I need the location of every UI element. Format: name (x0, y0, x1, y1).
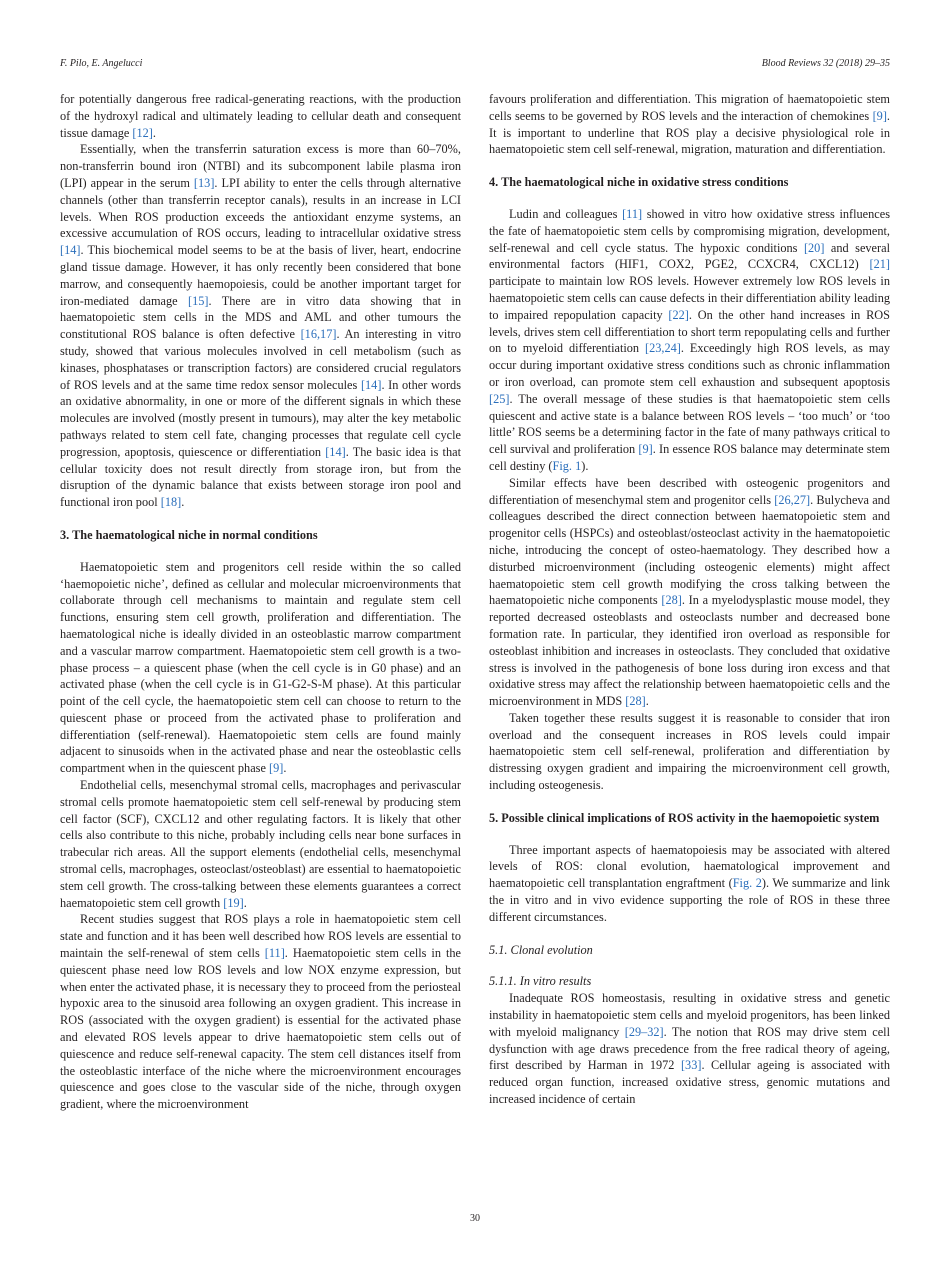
citation-link[interactable]: [23,24] (645, 341, 681, 356)
section-heading-5: 5. Possible clinical implications of ROS activity in the haemopoietic system (489, 810, 880, 825)
citation-link[interactable]: [9] (638, 442, 653, 457)
text-run: . An interesting in vitro study, showed that various molecules involved in cell metabolism (such as kinases, phosphatases or transcription factors) are considered crucial regulators of ROS levels and at the same time redox sensor molecules (60, 327, 461, 392)
paragraph (60, 141, 461, 511)
text-run: . Exceedingly high ROS levels, as may occur during important oxidative stress conditions such as chronic inflammation or iron overload, can promote stem cell exhaustion and subsequent apoptosis (489, 341, 891, 389)
citation-link[interactable]: [12] (132, 125, 153, 140)
citation-link[interactable]: [19] (223, 895, 244, 910)
text-run: showed in vitro how oxidative stress influences the fate of haematopoietic stem cells by compromising migration, development, self-renewal and cell cycle status. The hypoxic conditions (489, 206, 890, 255)
text-run: . The notion that ROS may drive stem cell dysfunction with age draws precedence from the free radical theory of ageing, first described by Harman in 1972 (489, 1024, 890, 1073)
citation-link[interactable]: [11] (622, 206, 643, 221)
text-run: Recent studies suggest that ROS plays a role in haematopoietic stem cell state and function and it has been well described how ROS levels are essential to maintain the self-renewal of stem cells (60, 912, 461, 961)
text-run: Taken together these results suggest it is reasonable to consider that iron overload and the consequent increases in ROS levels could impair haematopoietic stem cell self-renewal, proliferation and differentiation by distressing oxygen gradient and impairing the microenvironment cell growth, including osteogenesis. (489, 710, 890, 793)
text-run: . In other words an oxidative abnormality, in one or more of the different signals in which these molecules are involved (mostly present in tumours), may alter the key metabolic pathways related to stem cell fate, changing processes that regulate cell cycle progression, apoptosis, quiescence or differentiation (60, 377, 461, 459)
paragraph (489, 91, 890, 158)
citation-link[interactable]: [9] (268, 761, 284, 776)
citation-link[interactable]: [25] (489, 391, 510, 406)
citation-link[interactable]: [28] (625, 694, 646, 709)
text-run: favours proliferation and differentiation. This migration of haematopoietic stem cells seems to be governed by ROS levels and the interaction of chemokines (489, 92, 890, 123)
left-column (60, 91, 461, 1113)
text-run: . (152, 125, 156, 140)
text-run: ). We summarize and link the in vitro and in vivo evidence supporting the role of ROS in these three different circumstances. (489, 876, 890, 924)
paragraph (489, 475, 890, 710)
running-head-journal: Blood Reviews 32 (2018) 29–35 (761, 58, 890, 69)
section-heading-3: 3. The haematological niche in normal conditions (60, 527, 318, 542)
text-run: . The overall message of these studies is that haematopoietic stem cells quiescent and active state is a balance between ROS levels – ‘too much’ or ‘too little’ ROS seems be a determining factor in the fate of many pathways critical to cell survival and proliferation (489, 391, 890, 457)
text-run: . (283, 761, 287, 776)
citation-link[interactable]: [13] (193, 175, 215, 190)
text-run: . There are in vitro data showing that in haematopoietic stem cells in the MDS and AML and other tumours the constitutional ROS balance is often defective (60, 293, 461, 342)
paragraph (60, 559, 461, 777)
running-head-authors: F. Pilo, E. Angelucci (60, 58, 143, 69)
citation-link[interactable]: [18] (160, 495, 182, 510)
citation-link[interactable]: [15] (187, 293, 209, 308)
text-run: ). (581, 458, 589, 473)
text-run: . On the other hand increases in ROS levels, drives stem cell differentiation to short term repopulating cells and further on to myeloid differentiation (489, 307, 890, 356)
paragraph (60, 91, 461, 141)
citation-link[interactable]: Fig. 1 (552, 458, 582, 473)
text-run: . The basic idea is that cellular toxicity does not result directly from storage iron, but from the disruption of the dynamic balance that exists between storage iron pool and functional iron pool (60, 444, 461, 510)
page-number: 30 (470, 1213, 480, 1224)
paragraph (489, 710, 890, 794)
text-run: Endothelial cells, mesenchymal stromal cells, macrophages and perivascular stromal cells promote haematopoietic stem cell self-renewal by producing stem cell factor (SCF), CXCL12 and other regulating factors. It is likely that other cells also contribute to this niche, probably including cells near bone surfaces in trabecular rich areas. All the support elements (endothelial cells, mesenchymal stromal cells, macrophages, osteoclast/osteoblast) are essential to haematopoietic stem cell growth. The cross-talking between these elements guarantees a correct haematopoietic stem cell growth (60, 778, 461, 910)
citation-link[interactable]: [11] (264, 946, 285, 961)
text-run: . Cellular ageing is associated with reduced organ function, increased oxidative stress, genomic mutations and increased incidence of certain (489, 1058, 890, 1107)
text-run: . LPI ability to enter the cells through alternative channels (other than transferrin receptor canals), results in an increase in LCI levels. When ROS production exceeds the antioxidant enzyme systems, an excessive accumulation of ROS occurs, leading to intracellular oxidative stress (60, 175, 461, 241)
citation-link[interactable]: Fig. 2 (732, 876, 762, 891)
citation-link[interactable]: [33] (680, 1058, 702, 1073)
citation-link[interactable]: [28] (661, 593, 682, 608)
subsection-heading-5-1: 5.1. Clonal evolution (489, 942, 593, 957)
citation-link[interactable]: [14] (360, 377, 382, 392)
paragraph (60, 777, 461, 911)
subsubsection-heading-5-1-1: 5.1.1. In vitro results (489, 974, 592, 989)
text-run: . (181, 495, 185, 510)
paragraph (489, 206, 890, 475)
citation-link[interactable]: [14] (325, 444, 346, 459)
text-run: Essentially, when the transferrin saturation excess is more than 60–70%, non-transferrin bound iron (NTBI) and its subcomponent labile plasma iron (LPI) appear in the serum (60, 142, 461, 190)
text-run: Haematopoietic stem and progenitors cell reside within the so called ‘haemopoietic niche’, defined as cellular and molecular microenvironments that collaborate through cell mechanisms to maintain and regulate stem cell functions, ensuring stem cell growth, proliferation and differentiation. The haematological niche is ideally divided in an osteoblastic marrow compartment and a vascular marrow compartment. Haematopoietic stem cell growth is a two-phase process – a quiescent phase (when the cell cycle is in G0 phase) and an activated phase (when the cell cycle is in G1-G2-S-M phase). At this particular point of the cell cycle, the haematopoietic stem cell can choose to return to the quiescent phase or proceed from the activated phase to proliferation and differentiation (self-renewal). Haematopoietic stem cells are found mainly adjacent to sinusoids when in the activated phase and near the osteoblastic cells compartment when in the quiescent phase (60, 559, 461, 776)
paragraph (489, 842, 890, 926)
paragraph (489, 990, 890, 1108)
citation-link[interactable]: [26,27] (774, 492, 811, 507)
paragraph (60, 911, 461, 1113)
citation-link[interactable]: [22] (668, 307, 689, 322)
text-run: participate to maintain low ROS levels. However extremely low ROS levels in haematopoietic stem cells can cause defects in their differentiation ability leading to impaired repopulation capacity (489, 274, 890, 322)
text-run: . (645, 694, 649, 709)
citation-link[interactable]: [29–32] (624, 1024, 664, 1039)
text-run: . Bulycheva and colleagues described the direct connection between haematopoietic stem and progenitor cells (HSPCs) and osteoblast/osteoclast activity in the haematopoietic niche, introducing the concept of osteo-haematology. They described how a disturbed microenvironment (including osteogenic elements) might affect haematopoietic stem cell growth modifying the cross talking between the haematopoietic niche components (489, 492, 890, 608)
text-run: . It is important to underline that ROS play a decisive physiological role in haematopoietic stem cell self-renewal, migration, maturation and differentiation. (489, 108, 890, 157)
text-run: for potentially dangerous free radical-generating reactions, with the production of the hydroxyl radical and ultimately leading to cellular death and consequent tissue damage (60, 92, 461, 140)
text-run: . In essence ROS balance may determinate stem cell destiny ( (489, 442, 890, 473)
text-run: Inadequate ROS homeostasis, resulting in oxidative stress and genetic instability in haematopoietic stem cells and myeloid progenitors, has been linked with myeloid malignancy (489, 991, 890, 1039)
citation-link[interactable]: [21] (869, 257, 890, 272)
text-run: Three important aspects of haematopoiesis may be associated with altered levels of ROS: clonal evolution, haematological improvement and haematopoietic cell transplantation engraftment ( (489, 842, 890, 891)
text-run: . In a myelodysplastic mouse model, they reported decreased osteoblasts and osteoclasts number and decreased bone formation rate. In particular, they identified iron overload as responsible for osteoblast inhibition and increases in osteoclasts. They concluded that oxidative stress is involved in the pathogenesis of bone loss during iron excess and that oxidative stress may affect the relationship between haematopoietic cells and the microenvironment in MDS (489, 593, 890, 709)
text-run: Ludin and colleagues (509, 206, 623, 221)
citation-link[interactable]: [9] (872, 108, 887, 123)
citation-link[interactable]: [20] (803, 240, 825, 255)
citation-link[interactable]: [14] (60, 243, 81, 258)
text-run: . (243, 895, 247, 910)
section-heading-4: 4. The haematological niche in oxidative stress conditions (489, 175, 789, 190)
text-run: and several environmental factors (HIF1, COX2, PGE2, CCXCR4, CXCL12) (489, 240, 890, 272)
text-run: Similar effects have been described with osteogenic progenitors and differentiation of mesenchymal stem and progenitor cells (489, 475, 890, 507)
citation-link[interactable]: [16,17] (300, 327, 337, 342)
text-run: . This biochemical model seems to be at the basis of liver, heart, endocrine gland tissue damage. However, it has only recently been considered that bone marrow, and consequently haemopoiesis, could be another important target for iron-mediated damage (60, 243, 461, 308)
text-run: . Haematopoietic stem cells in the quiescent phase need low ROS levels and low NOX enzyme expression, but when enter the activated phase, it is necessary they to proceed from the periosteal hypoxic area to the sinusoid area following an oxygen gradient. This increase in ROS (associated with the oxygen gradient) is essential for the activated phase and elevated ROS levels appear to drive haematopoietic stem cells out of quiescence and reduce self-renewal capacity. The stem cell distances itself from the osteoblastic interface of the niche where the microenvironment encourages quiescence and goes close to the vascular side of the niche, through oxygen gradient, where the microenvironment (60, 946, 462, 1112)
right-column (489, 91, 890, 1108)
